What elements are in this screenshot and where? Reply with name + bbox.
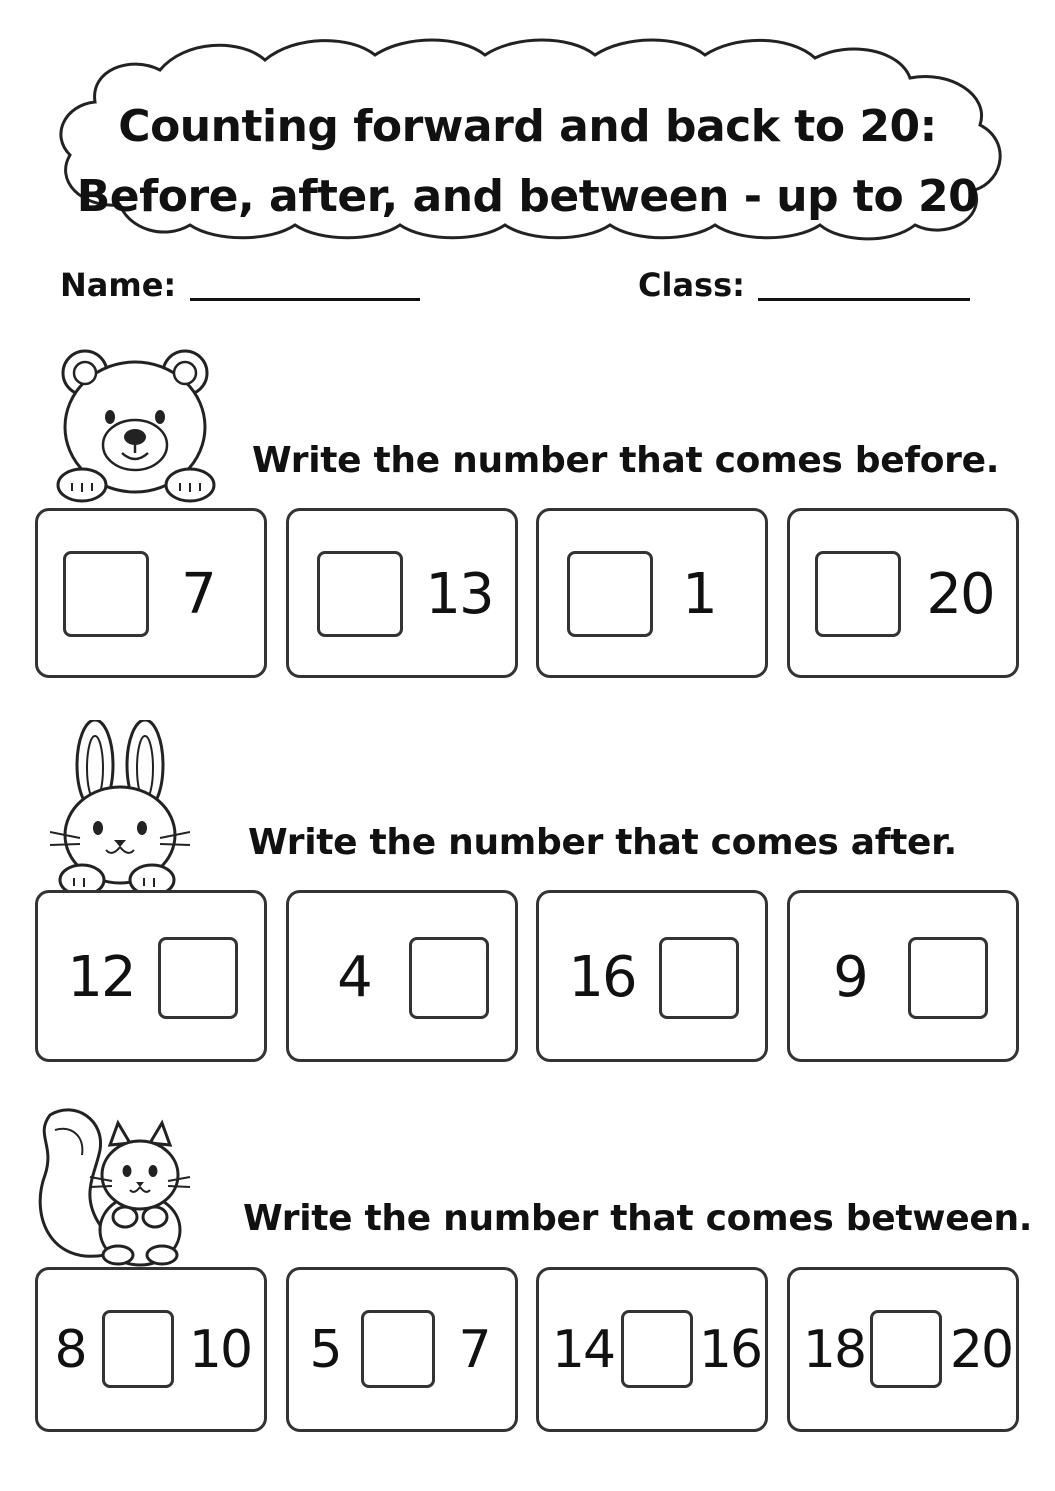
right-number: 10 — [188, 1320, 252, 1380]
instruction-after: Write the number that comes after. — [248, 822, 957, 863]
class-label: Class: — [638, 266, 745, 304]
between-card-2 — [286, 1267, 518, 1432]
between-card-3 — [536, 1267, 768, 1432]
title-line-2: Before, after, and between - up to 20 — [76, 171, 979, 222]
right-number: 7 — [458, 1320, 490, 1380]
left-number: 14 — [551, 1320, 615, 1380]
answer-box[interactable] — [621, 1310, 693, 1388]
answer-box[interactable] — [102, 1310, 174, 1388]
given-number: 16 — [568, 945, 636, 1010]
answer-box[interactable] — [908, 937, 988, 1019]
left-number: 8 — [54, 1320, 86, 1380]
answer-box[interactable] — [361, 1310, 435, 1388]
given-number: 4 — [337, 945, 371, 1010]
given-number: 7 — [181, 562, 215, 627]
answer-box[interactable] — [870, 1310, 942, 1388]
answer-box[interactable] — [158, 937, 238, 1019]
answer-box[interactable] — [659, 937, 739, 1019]
after-card-4 — [787, 890, 1019, 1062]
class-field[interactable] — [758, 298, 970, 301]
after-card-1 — [35, 890, 267, 1062]
name-field[interactable] — [190, 298, 420, 301]
given-number: 1 — [682, 562, 716, 627]
answer-box[interactable] — [409, 937, 489, 1019]
title-cloud — [50, 30, 1005, 245]
after-card-3 — [536, 890, 768, 1062]
bear-icon — [50, 345, 220, 509]
instruction-before: Write the number that comes before. — [252, 440, 1000, 481]
answer-box[interactable] — [317, 551, 403, 637]
left-number: 18 — [802, 1320, 866, 1380]
answer-box[interactable] — [567, 551, 653, 637]
right-number: 20 — [949, 1320, 1013, 1380]
between-card-4 — [787, 1267, 1019, 1432]
before-card-2 — [286, 508, 518, 678]
before-card-3 — [536, 508, 768, 678]
left-number: 5 — [309, 1320, 341, 1380]
given-number: 20 — [926, 562, 994, 627]
answer-box[interactable] — [63, 551, 149, 637]
answer-box[interactable] — [815, 551, 901, 637]
before-card-1 — [35, 508, 267, 678]
instruction-between: Write the number that comes between. — [243, 1198, 1033, 1239]
right-number: 16 — [698, 1320, 762, 1380]
given-number: 13 — [425, 562, 493, 627]
title-line-1: Counting forward and back to 20: — [118, 101, 937, 152]
name-label: Name: — [60, 266, 177, 304]
before-card-4 — [787, 508, 1019, 678]
rabbit-icon — [50, 720, 190, 904]
between-card-1 — [35, 1267, 267, 1432]
after-card-2 — [286, 890, 518, 1062]
given-number: 12 — [67, 945, 135, 1010]
squirrel-icon — [30, 1105, 200, 1274]
given-number: 9 — [833, 945, 867, 1010]
